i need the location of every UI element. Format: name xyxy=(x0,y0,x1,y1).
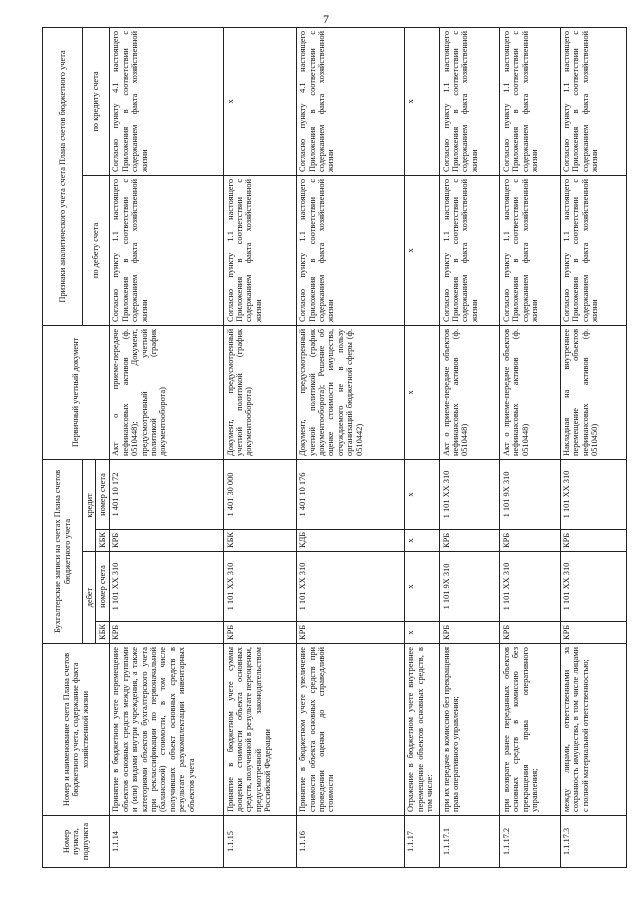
row-credit-kbk: КРБ xyxy=(560,530,627,552)
row-analytic-credit: Согласно пункту 1.1 настоящего Приложения в соответствии с содержанием факта хозяйственной жизни xyxy=(560,27,627,175)
header-doc: Первичный учетный документ xyxy=(43,325,110,459)
row-credit-account: 1 401 10 176 xyxy=(296,459,404,529)
row-debit-account: 1 101 XX 310 xyxy=(560,552,627,622)
row-credit-account: 1 101 9X 310 xyxy=(500,459,560,529)
accounting-entries-table xyxy=(42,27,627,868)
row-debit-kbk: х xyxy=(404,622,439,644)
row-debit-kbk: КРБ xyxy=(224,622,297,644)
row-debit-account: 1 101 XX 310 xyxy=(500,552,560,622)
row-document: х xyxy=(404,325,439,459)
row-number: 1.1.17.1 xyxy=(440,816,500,868)
row-analytic-debit: Согласно пункту 1.1 настоящего Приложения в соответствии с содержанием факта хозяйственной жизни xyxy=(560,175,627,325)
header-debit-kbk: КБК xyxy=(96,622,109,644)
row-analytic-credit: Согласно пункту 1.1 настоящего Приложения в соответствии с содержанием факта хозяйственной жизни xyxy=(500,27,560,175)
row-credit-kbk: КРБ xyxy=(440,530,500,552)
row-number: 1.1.15 xyxy=(224,816,297,868)
header-by-credit: по кредиту счета xyxy=(83,27,110,175)
row-analytic-credit: х xyxy=(404,27,439,175)
row-analytic-debit: Согласно пункту 1.1 настоящего Приложения в соответствии с содержанием факта хозяйственной жизни xyxy=(500,175,560,325)
row-credit-account: 1 101 XX 310 xyxy=(560,459,627,529)
header-credit-acct: номер счета xyxy=(96,459,109,529)
row-debit-account: 1 101 XX 310 xyxy=(296,552,404,622)
row-analytic-debit: Согласно пункту 1.1 настоящего Приложения в соответствии с содержанием факта хозяйственной жизни xyxy=(109,175,223,325)
row-analytic-credit: Согласно пункту 1.1 настоящего Приложения в соответствии с содержанием факта хозяйственной жизни xyxy=(440,27,500,175)
row-debit-kbk: КРБ xyxy=(500,622,560,644)
row-credit-kbk: КБК xyxy=(224,530,297,552)
row-credit-account: 1 401 10 172 xyxy=(109,459,223,529)
row-description: Отражение в бюджетном учете внутреннее перемещение объектов основных средств, в том числе: xyxy=(404,644,439,816)
row-document: Акт о приеме-передаче объектов нефинансовых активов (ф. 0510448) xyxy=(500,325,560,459)
row-document: Акт о приеме-передаче объектов нефинансовых активов (ф. 0510448) xyxy=(440,325,500,459)
row-debit-kbk: КРБ xyxy=(296,622,404,644)
table-row xyxy=(404,27,439,867)
table-row xyxy=(224,27,297,867)
table-row xyxy=(560,27,627,867)
row-document: Накладная на внутреннее перемещение объектов нефинансовых активов (ф. 0510450) xyxy=(560,325,627,459)
header-by-debit: по дебету счета xyxy=(83,175,110,325)
header-debit: дебет xyxy=(83,552,96,644)
row-analytic-debit: Согласно пункту 1.1 настоящего Приложения в соответствии с содержанием факта хозяйственной жизни xyxy=(296,175,404,325)
row-description: Принятие в бюджетном учете суммы дооценки стоимости объекта основных средств, полученной в результате переоценки, предусмотренной законодательством Российской Федерации xyxy=(224,644,297,816)
header-credit-kbk: КБК xyxy=(96,530,109,552)
row-description: Принятие в бюджетном учете увеличение стоимости объекта основных средств при проведении оценки до справедливой стоимости xyxy=(296,644,404,816)
table-row xyxy=(440,27,500,867)
row-credit-kbk: КРБ xyxy=(109,530,223,552)
row-debit-kbk: КРБ xyxy=(109,622,223,644)
row-number: 1.1.17.2 xyxy=(500,816,560,868)
row-debit-kbk: КРБ xyxy=(440,622,500,644)
row-analytic-debit: Согласно пункту 1.1 настоящего Приложения в соответствии с содержанием факта хозяйственной жизни xyxy=(440,175,500,325)
row-description: между лицами, ответственными за сохранность имущества, в том числе лицами с полной материальной ответственностью; xyxy=(560,644,627,816)
table-row xyxy=(500,27,560,867)
row-number: 1.1.17.3 xyxy=(560,816,627,868)
header-debit-acct: номер счета xyxy=(96,552,109,622)
row-credit-kbk: КРБ xyxy=(500,530,560,552)
row-credit-account: 1 401 30 000 xyxy=(224,459,297,529)
row-number: 1.1.17 xyxy=(404,816,439,868)
table-row xyxy=(296,27,404,867)
header-name: Номер и наименование счета Плана счетов бюджетного учета, содержание факта хозяйственной жизни xyxy=(43,644,110,816)
rotated-table-container xyxy=(42,28,627,868)
row-document: Документ, предусмотренный учетной политикой (график документооборота) xyxy=(224,325,297,459)
row-credit-kbk: х xyxy=(404,530,439,552)
row-debit-account: х xyxy=(404,552,439,622)
header-analytic: Признаки аналитического учета счета Плана счетов бюджетного учета xyxy=(43,27,83,325)
row-description: при их передаче в комиссию без прекращения права оперативного управления; xyxy=(440,644,500,816)
row-description: Принятие в бюджетном учете перемещение объектов основных средств между группами и (или) видами внутри учреждения, а также категориями объектов бухгалтерского учета при реклассификации по первоначальной (балансовой) стоимости, в том числе получивших объект основных средств в результате разукомплектации инвентарных объектов учета xyxy=(109,644,223,816)
row-analytic-debit: х xyxy=(404,175,439,325)
row-document: Документ, предусмотренный учетной политикой (график документооборота); Решение об оценке стоимости имущества, отчуждаемого не в пользу организаций бюджетной сферы (ф. 0510442) xyxy=(296,325,404,459)
row-analytic-debit: Согласно пункту 1.1 настоящего Приложения в соответствии с содержанием факта хозяйственной жизни xyxy=(224,175,297,325)
row-credit-account: х xyxy=(404,459,439,529)
row-debit-account: 1 101 XX 310 xyxy=(224,552,297,622)
header-num: Номер пункта, подпункта xyxy=(43,816,110,868)
page-number: 7 xyxy=(323,12,329,26)
row-debit-account: 1 101 XX 310 xyxy=(109,552,223,622)
row-document: Акт о приеме-передаче нефинансовых активов (ф. 0510448); Документ, предусмотренный учетной политикой (график документооборота) xyxy=(109,325,223,459)
header-credit: кредит xyxy=(83,459,96,551)
row-credit-kbk: КДБ xyxy=(296,530,404,552)
row-number: 1.1.14 xyxy=(109,816,223,868)
row-credit-account: 1 101 XX 310 xyxy=(440,459,500,529)
row-description: при возврате ранее переданных объектов основных средств в комиссию без прекращения права оперативного управления; xyxy=(500,644,560,816)
row-analytic-credit: Согласно пункту 4.1 настоящего Приложения в соответствии с содержанием факта хозяйственной жизни xyxy=(296,27,404,175)
row-analytic-credit: х xyxy=(224,27,297,175)
row-debit-account: 1 101 9X 310 xyxy=(440,552,500,622)
row-number: 1.1.16 xyxy=(296,816,404,868)
row-debit-kbk: КРБ xyxy=(560,622,627,644)
header-entries: Бухгалтерские записи на счетах Плана счетов бюджетного учета xyxy=(43,459,83,643)
row-analytic-credit: Согласно пункту 4.1 настоящего Приложения в соответствии с содержанием факта хозяйственной жизни xyxy=(109,27,223,175)
table-row xyxy=(109,27,223,867)
